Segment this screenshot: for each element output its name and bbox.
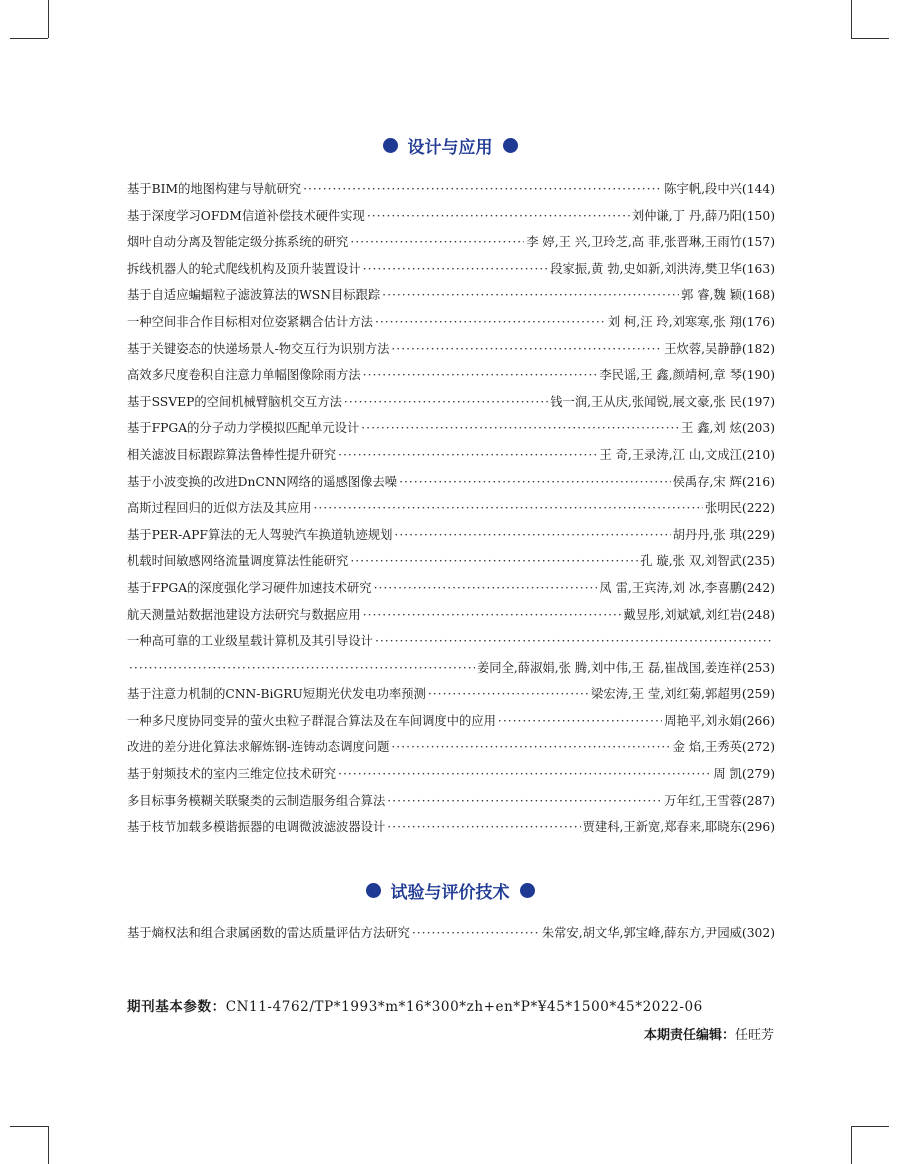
toc-entry[interactable] [127, 628, 775, 655]
dot-leader [363, 256, 549, 283]
entry-page-number: (144) [741, 182, 775, 196]
toc-entry[interactable] [127, 708, 775, 735]
entry-title: 一种高可靠的工业级星载计算机及其引导设计 [127, 634, 373, 649]
bullet-dot-icon [366, 883, 381, 898]
entry-page-number: (296) [741, 820, 775, 835]
bullet-dot-icon [520, 883, 535, 898]
entry-title: 基于PER-APF算法的无人驾驶汽车换道轨迹规划 [127, 527, 393, 542]
toc-entry[interactable] [127, 389, 775, 416]
entry-title: 基于FPGA的分子动力学模拟匹配单元设计 [127, 421, 360, 436]
dot-leader [374, 575, 598, 602]
responsible-editor [644, 1024, 774, 1043]
entry-title: 拆线机器人的轮式爬线机构及顶升装置设计 [127, 261, 361, 276]
entry-authors: 戴昱彤,刘斌斌,刘红岩 [623, 607, 742, 622]
dot-leader [361, 415, 679, 442]
entry-authors: 陈宇帆,段中兴 [664, 182, 742, 196]
section-heading [0, 133, 900, 158]
entry-page-number: (168) [741, 288, 775, 303]
dot-leader [399, 469, 671, 496]
entry-authors: 凤 雷,王宾涛,刘 冰,李喜鹏 [599, 580, 742, 595]
dot-leader [382, 282, 679, 309]
journal-parameters [127, 995, 703, 1015]
toc-entry[interactable] [127, 681, 775, 708]
entry-page-number: (216) [741, 474, 775, 489]
entry-authors: 周 凯 [713, 767, 742, 782]
dot-leader [344, 389, 548, 416]
toc-entry[interactable] [127, 602, 775, 629]
entry-title: 高效多尺度卷积自注意力单幅图像除雨方法 [127, 368, 361, 383]
toc-entry[interactable] [127, 362, 775, 389]
crop-mark [851, 1126, 889, 1127]
entry-page-number: (163) [741, 261, 775, 276]
entry-title: 基于小波变换的改进DnCNN网络的遥感图像去噪 [127, 474, 398, 489]
entry-title: 基于自适应蝙蝠粒子滤波算法的WSN目标跟踪 [127, 288, 381, 303]
toc-entry[interactable] [127, 203, 775, 230]
dot-leader [498, 708, 662, 735]
section-heading [0, 878, 900, 903]
toc-entry[interactable] [127, 788, 775, 815]
entry-page-number: (157) [741, 235, 775, 250]
entry-title: 基于BIM的地图构建与导航研究 [127, 182, 302, 196]
entry-authors: 王 鑫,刘 炫 [681, 421, 742, 436]
entry-authors: 段家振,黄 勃,史如新,刘洪涛,樊卫华 [550, 261, 742, 276]
dot-leader [375, 628, 773, 655]
entry-page-number: (266) [741, 713, 775, 728]
crop-mark [10, 1126, 48, 1127]
entry-authors: 姜同全,薛淑娟,张 腾,刘中伟,王 磊,崔战国,姜连祥 [477, 660, 742, 675]
toc-entry[interactable] [127, 920, 775, 947]
entry-page-number: (197) [741, 394, 775, 409]
dot-leader [129, 655, 475, 682]
toc-entry[interactable] [127, 575, 775, 602]
entry-authors: 张明民 [705, 501, 742, 516]
params-label: 期刊基本参数： [127, 999, 226, 1015]
entry-title: 航天测量站数据池建设方法研究与数据应用 [127, 607, 361, 622]
toc-entry[interactable] [127, 256, 775, 283]
entry-title: 烟叶自动分离及智能定级分拣系统的研究 [127, 235, 349, 250]
entry-page-number: (248) [741, 607, 775, 622]
dot-leader [391, 336, 662, 363]
entry-page-number: (242) [741, 580, 775, 595]
params-value: CN11-4762/TP*1993*m*16*300*zh+en*P*¥45*1500*45*2022-06 [225, 999, 703, 1015]
bullet-dot-icon [503, 138, 518, 153]
entry-authors: 钱一润,王从庆,张闻锐,展文豪,张 民 [550, 394, 742, 409]
crop-mark [10, 38, 48, 39]
entry-authors: 周艳平,刘永娟 [664, 713, 742, 728]
entry-title: 多目标事务模糊关联聚类的云制造服务组合算法 [127, 793, 386, 808]
dot-leader [363, 362, 598, 389]
toc-entry[interactable] [127, 495, 775, 522]
crop-mark [851, 1126, 852, 1164]
crop-mark [851, 0, 852, 38]
entry-authors: 李民谣,王 鑫,颜靖柯,章 琴 [599, 368, 742, 383]
entry-page-number: (210) [741, 447, 775, 462]
toc-entry[interactable] [127, 814, 775, 841]
entry-page-number: (229) [741, 527, 775, 542]
dot-leader [375, 309, 606, 336]
entry-title: 机载时间敏感网络流量调度算法性能研究 [127, 554, 349, 569]
dot-leader [391, 734, 670, 761]
toc-entry[interactable] [127, 469, 775, 496]
entry-page-number: (150) [741, 208, 775, 223]
entry-authors: 贾建科,王新宽,郑春来,耶晓东 [582, 820, 742, 835]
entry-title: 基于射频技术的室内三维定位技术研究 [127, 767, 337, 782]
entry-page-number: (287) [741, 793, 775, 808]
toc-entry[interactable] [127, 548, 775, 575]
entry-page-number: (222) [741, 501, 775, 516]
entry-title: 改进的差分进化算法求解炼钢-连铸动态调度问题 [127, 740, 390, 755]
toc-entry[interactable] [127, 655, 775, 682]
dot-leader [313, 495, 703, 522]
bullet-dot-icon [383, 138, 398, 153]
entry-title: 基于熵权法和组合隶属函数的雷达质量评估方法研究 [127, 926, 410, 940]
dot-leader [338, 761, 711, 788]
entry-title: 一种空间非合作目标相对位姿紧耦合估计方法 [127, 314, 373, 329]
entry-title: 高斯过程回归的近似方法及其应用 [127, 501, 312, 516]
toc-entry[interactable] [127, 309, 775, 336]
entry-authors: 王 奇,王录涛,江 山,文成江 [599, 447, 742, 462]
toc-entry[interactable] [127, 229, 775, 256]
entry-page-number: (176) [741, 314, 775, 329]
editor-name: 任旺芳 [734, 1028, 774, 1043]
entry-authors: 李 婷,王 兴,卫玲芝,高 菲,张晋琳,王雨竹 [526, 235, 742, 250]
entry-page-number: (203) [741, 421, 775, 436]
entry-authors: 刘仲谦,丁 丹,薛乃阳 [631, 208, 742, 223]
crop-mark [48, 0, 49, 38]
dot-leader [428, 681, 589, 708]
section-title: 设计与应用 [407, 138, 493, 158]
entry-page-number: (182) [741, 341, 775, 356]
entry-title: 一种多尺度协同变异的萤火虫粒子群混合算法及在车间调度中的应用 [127, 713, 496, 728]
dot-leader [350, 548, 638, 575]
dot-leader [387, 814, 580, 841]
dot-leader [338, 442, 597, 469]
dot-leader [387, 788, 662, 815]
entry-page-number: (302) [741, 926, 775, 940]
entry-title: 基于注意力机制的CNN-BiGRU短期光伏发电功率预测 [127, 687, 426, 702]
entry-page-number: (253) [741, 660, 775, 675]
entry-authors: 郭 睿,魏 颖 [681, 288, 742, 303]
section-title: 试验与评价技术 [390, 883, 510, 903]
entry-authors: 孔 璇,张 双,刘智武 [640, 554, 742, 569]
entry-title: 相关滤波目标跟踪算法鲁棒性提升研究 [127, 447, 337, 462]
entry-authors: 梁宏涛,王 莹,刘红菊,郭超男 [591, 687, 742, 702]
entry-authors: 侯禹存,宋 辉 [672, 474, 742, 489]
toc-entry[interactable] [127, 442, 775, 469]
entry-authors: 刘 柯,汪 玲,刘寒寒,张 翔 [607, 314, 742, 329]
toc-entry[interactable] [127, 734, 775, 761]
toc-entry[interactable] [127, 522, 775, 549]
dot-leader [367, 203, 630, 230]
dot-leader [303, 176, 662, 203]
dot-leader [412, 920, 540, 947]
entry-page-number: (259) [741, 687, 775, 702]
toc-list [127, 176, 775, 841]
crop-mark [48, 1126, 49, 1164]
entry-title: 基于FPGA的深度强化学习硬件加速技术研究 [127, 580, 372, 595]
entry-authors: 胡丹丹,张 琪 [672, 527, 742, 542]
entry-title: 基于枝节加载多模谐振器的电调微波滤波器设计 [127, 820, 386, 835]
crop-mark [851, 38, 889, 39]
entry-authors: 朱常安,胡文华,郭宝峰,薛东方,尹园威 [541, 926, 742, 940]
toc-entry[interactable] [127, 415, 775, 442]
entry-authors: 王炊蓉,吴静静 [664, 341, 742, 356]
entry-page-number: (190) [741, 368, 775, 383]
dot-leader [350, 229, 524, 256]
entry-authors: 万年红,王雪蓉 [664, 793, 742, 808]
editor-label: 本期责任编辑： [643, 1028, 735, 1043]
entry-page-number: (235) [741, 554, 775, 569]
entry-page-number: (272) [741, 740, 775, 755]
toc-entry[interactable] [127, 282, 775, 309]
dot-leader [363, 602, 622, 629]
toc-entry[interactable] [127, 176, 775, 203]
dot-leader [394, 522, 670, 549]
toc-entry[interactable] [127, 336, 775, 363]
entry-page-number: (279) [741, 767, 775, 782]
toc-entry[interactable] [127, 761, 775, 788]
entry-title: 基于深度学习OFDM信道补偿技术硬件实现 [127, 208, 365, 223]
toc-list [127, 920, 775, 947]
entry-title: 基于关键姿态的快递场景人-物交互行为识别方法 [127, 341, 390, 356]
entry-title: 基于SSVEP的空间机械臂脑机交互方法 [127, 394, 342, 409]
entry-authors: 金 焰,王秀英 [672, 740, 742, 755]
